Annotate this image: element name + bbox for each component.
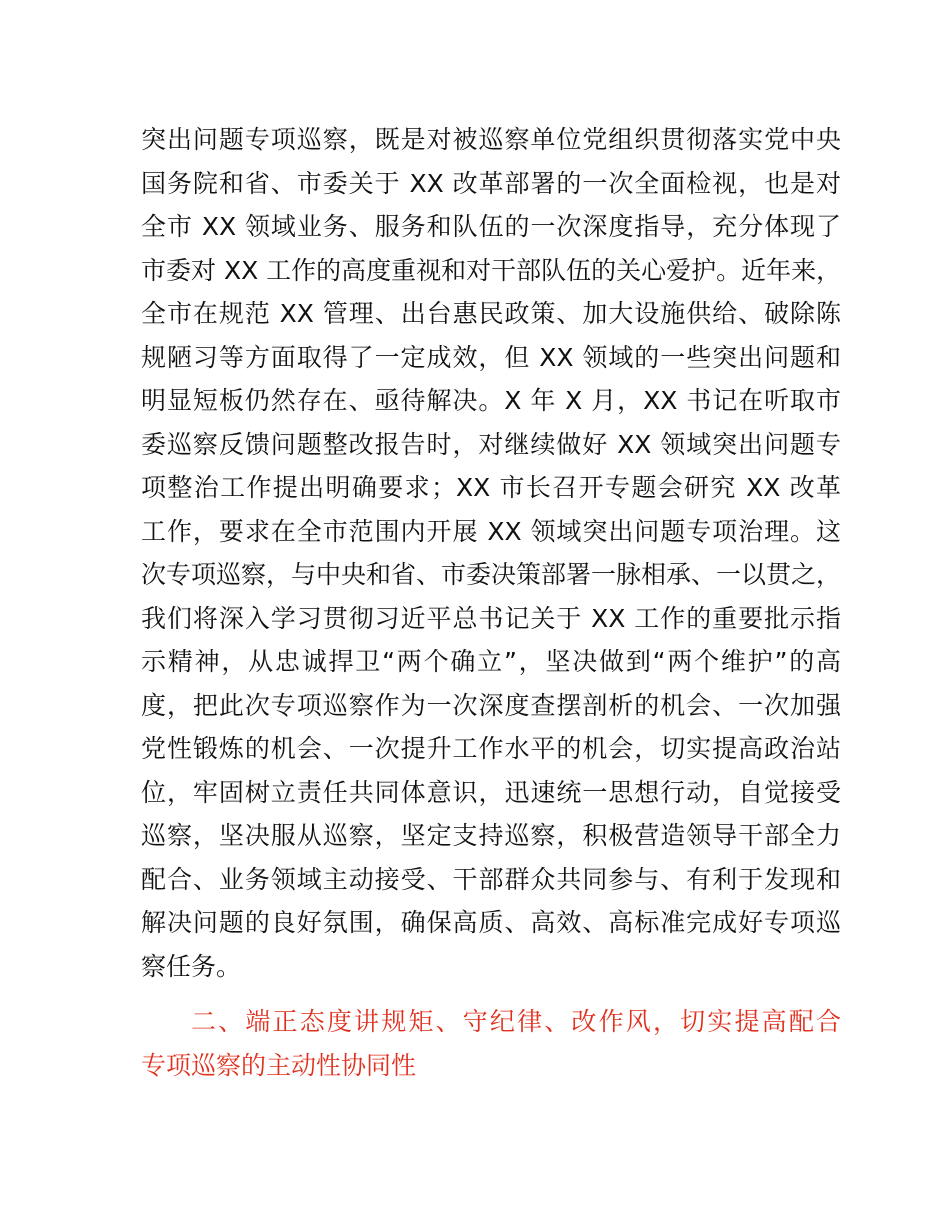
paragraph-line: 全市 XX 领域业务、服务和队伍的一次深度指导，充分体现了 (141, 212, 841, 241)
paragraph-line: 位，牢固树立责任共同体意识，迅速统一思想行动，自觉接受 (141, 777, 841, 807)
paragraph-line-last: 察任务。 (141, 951, 242, 981)
paragraph-line: 突出问题专项巡察，既是对被巡察单位党组织贯彻落实党中央 (141, 125, 841, 154)
paragraph-line: 示精神，从忠诚捍卫“两个确立”，坚决做到“两个维护”的高 (141, 647, 841, 676)
paragraph-line: 度，把此次专项巡察作为一次深度查摆剖析的机会、一次加强 (141, 690, 841, 720)
paragraph-line: 国务院和省、市委关于 XX 改革部署的一次全面检视，也是对 (141, 168, 841, 198)
paragraph-line: 巡察，坚决服从巡察，坚定支持巡察，积极营造领导干部全力 (141, 821, 841, 850)
paragraph-line: 工作，要求在全市范围内开展 XX 领域突出问题专项治理。这 (141, 516, 841, 546)
paragraph-line: 我们将深入学习贯彻习近平总书记关于 XX 工作的重要批示指 (141, 603, 841, 633)
paragraph-line: 明显短板仍然存在、亟待解决。X 年 X 月，XX 书记在听取市 (141, 386, 841, 415)
paragraph-line: 配合、业务领域主动接受、干部群众共同参与、有利于发现和 (141, 864, 841, 894)
paragraph-line: 党性锻炼的机会、一次提升工作水平的机会，切实提高政治站 (141, 734, 841, 763)
section-heading (141, 1000, 841, 1087)
paragraph-line: 市委对 XX 工作的高度重视和对干部队伍的关心爱护。近年来， (141, 255, 842, 285)
paragraph-line: 解决问题的良好氛围，确保高质、高效、高标准完成好专项巡 (141, 908, 841, 937)
section-heading-line: 专项巡察的主动性协同性 (141, 1050, 417, 1080)
paragraph-line: 项整治工作提出明确要求；XX 市长召开专题会研究 XX 改革 (141, 473, 841, 502)
section-heading-line: 二、端正态度讲规矩、守纪律、改作风，切实提高配合 (191, 1007, 841, 1036)
paragraph-line: 次专项巡察，与中央和省、市委决策部署一脉相承、一以贯之， (141, 560, 842, 589)
body-paragraph (141, 118, 841, 988)
paragraph-line: 全市在规范 XX 管理、出台惠民政策、加大设施供给、破除陈 (141, 299, 841, 328)
paragraph-line: 规陋习等方面取得了一定成效，但 XX 领域的一些突出问题和 (141, 342, 841, 372)
paragraph-line: 委巡察反馈问题整改报告时，对继续做好 XX 领域突出问题专 (141, 429, 841, 459)
